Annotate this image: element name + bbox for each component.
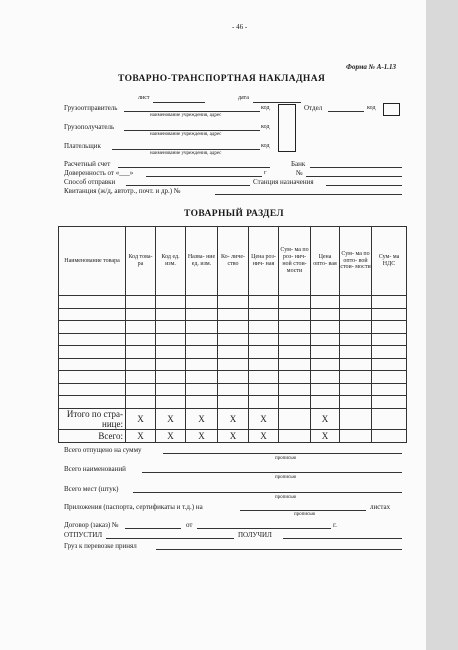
cell[interactable] xyxy=(279,296,311,309)
table-row[interactable] xyxy=(59,383,407,396)
bank-label: Банк xyxy=(291,160,306,168)
cell[interactable] xyxy=(156,358,186,371)
cell[interactable] xyxy=(279,321,311,334)
released-field[interactable] xyxy=(106,538,234,539)
cell[interactable] xyxy=(218,333,249,346)
consignee-code-label: код xyxy=(261,124,270,130)
cell[interactable] xyxy=(372,408,407,430)
cell[interactable] xyxy=(311,333,340,346)
account-label: Расчетный счет xyxy=(64,160,111,168)
x-mark: X xyxy=(218,430,249,443)
x-mark: X xyxy=(249,408,279,430)
consignee-note: наименование учреждения, адрес xyxy=(150,132,222,137)
cell[interactable] xyxy=(372,333,407,346)
col-header: Наименование товара xyxy=(59,227,126,296)
payer-note: наименование учреждения, адрес xyxy=(150,151,222,156)
cell[interactable] xyxy=(372,371,407,384)
places-total-label: Всего мест (штук) xyxy=(64,485,119,493)
cell[interactable] xyxy=(156,396,186,409)
document-title: ТОВАРНО-ТРАНСПОРТНАЯ НАКЛАДНАЯ xyxy=(118,74,326,84)
cell[interactable] xyxy=(186,396,218,409)
form-code: Форма № А-1.13 xyxy=(346,63,397,71)
cell[interactable] xyxy=(311,346,340,359)
bank-field[interactable] xyxy=(310,167,402,168)
table-row[interactable] xyxy=(59,346,407,359)
cell[interactable] xyxy=(249,296,279,309)
cell[interactable] xyxy=(126,358,156,371)
ship-method-field[interactable] xyxy=(126,185,250,186)
x-mark: X xyxy=(186,408,218,430)
cell[interactable] xyxy=(372,430,407,443)
code-box[interactable] xyxy=(278,104,296,152)
cell[interactable] xyxy=(126,321,156,334)
cell[interactable] xyxy=(372,358,407,371)
cell[interactable] xyxy=(156,346,186,359)
department-code-label: код xyxy=(367,105,376,111)
contract-year: г. xyxy=(333,521,337,529)
cell[interactable] xyxy=(156,333,186,346)
names-total-field[interactable] xyxy=(142,472,402,473)
cell[interactable] xyxy=(59,296,126,309)
table-row[interactable] xyxy=(59,308,407,321)
x-mark: X xyxy=(186,430,218,443)
received-label: ПОЛУЧИЛ xyxy=(238,531,272,539)
shipper-code-label: код xyxy=(261,105,270,111)
cell[interactable] xyxy=(249,396,279,409)
cell[interactable] xyxy=(218,396,249,409)
cell[interactable] xyxy=(372,308,407,321)
shipper-note: наименование учреждения, адрес xyxy=(150,113,222,118)
total-row xyxy=(59,430,407,443)
list-label: лист xyxy=(138,95,150,101)
places-total-field[interactable] xyxy=(133,492,402,493)
scan-edge xyxy=(426,0,458,650)
cargo-accepted-field[interactable] xyxy=(156,549,402,550)
cell[interactable] xyxy=(279,346,311,359)
cell[interactable] xyxy=(372,321,407,334)
col-header: Сум- ма по роз- нич- ной стои- мости xyxy=(279,227,311,296)
cell[interactable] xyxy=(186,358,218,371)
cell[interactable] xyxy=(218,321,249,334)
cell[interactable] xyxy=(218,371,249,384)
station-label: Станция назначения xyxy=(253,178,314,186)
cell[interactable] xyxy=(186,321,218,334)
cell[interactable] xyxy=(186,371,218,384)
cell[interactable] xyxy=(59,333,126,346)
cell[interactable] xyxy=(372,396,407,409)
cell[interactable] xyxy=(59,383,126,396)
subtotal-row xyxy=(59,408,407,430)
cell[interactable] xyxy=(59,346,126,359)
x-mark: X xyxy=(156,430,186,443)
cell[interactable] xyxy=(279,408,311,430)
cell[interactable] xyxy=(59,371,126,384)
released-sum-field[interactable] xyxy=(163,453,402,454)
x-mark: X xyxy=(311,408,340,430)
cell[interactable] xyxy=(59,358,126,371)
cell[interactable] xyxy=(279,308,311,321)
payer-field[interactable] xyxy=(112,149,260,150)
in-words-note: прописью xyxy=(294,512,316,517)
col-header: Код това- ра xyxy=(126,227,156,296)
in-words-note: прописью xyxy=(275,495,297,500)
cell[interactable] xyxy=(126,383,156,396)
poa-date-field[interactable] xyxy=(146,176,262,177)
goods-table xyxy=(58,226,407,443)
cell[interactable] xyxy=(186,383,218,396)
col-header: Ко- личе- ство xyxy=(218,227,249,296)
cell[interactable] xyxy=(126,346,156,359)
released-label: ОТПУСТИЛ xyxy=(64,531,103,539)
cell[interactable] xyxy=(311,321,340,334)
cell[interactable] xyxy=(279,371,311,384)
cell[interactable] xyxy=(372,346,407,359)
poa-label: Доверенность от «___» xyxy=(64,169,134,177)
col-header: Назва- ние ед. изм. xyxy=(186,227,218,296)
cell[interactable] xyxy=(340,358,372,371)
cell[interactable] xyxy=(340,408,372,430)
cell[interactable] xyxy=(186,346,218,359)
cell[interactable] xyxy=(156,383,186,396)
cell[interactable] xyxy=(340,321,372,334)
cargo-accepted-label: Груз к перевозке принял xyxy=(64,542,137,550)
cell[interactable] xyxy=(218,346,249,359)
cell[interactable] xyxy=(156,308,186,321)
total-label: Всего: xyxy=(59,430,126,443)
department-code-box[interactable] xyxy=(383,103,400,116)
cell[interactable] xyxy=(156,321,186,334)
table-row[interactable] xyxy=(59,296,407,309)
cell[interactable] xyxy=(126,396,156,409)
released-sum-label: Всего отпущено на сумму xyxy=(64,446,142,454)
poa-number-label: № xyxy=(296,169,303,177)
consignee-field[interactable] xyxy=(124,130,260,131)
cell[interactable] xyxy=(249,308,279,321)
cell[interactable] xyxy=(340,346,372,359)
cell[interactable] xyxy=(340,333,372,346)
account-field[interactable] xyxy=(118,167,270,168)
table-row[interactable] xyxy=(59,396,407,409)
table-row[interactable] xyxy=(59,321,407,334)
attachments-label: Приложения (паспорта, сертификаты и т.д.) на xyxy=(64,503,203,511)
attachments-field[interactable] xyxy=(240,510,366,511)
receipt-label: Квитанция (ж/д, автотр., почт. и др.) № xyxy=(64,187,181,195)
station-field[interactable] xyxy=(326,185,402,186)
x-mark: X xyxy=(218,408,249,430)
col-header: Цена опто- вая xyxy=(311,227,340,296)
cell[interactable] xyxy=(186,333,218,346)
in-words-note: прописью xyxy=(275,475,297,480)
received-field[interactable] xyxy=(283,538,402,539)
cell[interactable] xyxy=(340,396,372,409)
department-label: Отдел xyxy=(304,104,323,112)
cell[interactable] xyxy=(340,308,372,321)
cell[interactable] xyxy=(249,383,279,396)
ship-method-label: Способ отправки xyxy=(64,178,116,186)
payer-code-label: код xyxy=(261,143,270,149)
cell[interactable] xyxy=(249,371,279,384)
cell[interactable] xyxy=(372,296,407,309)
poa-year: г xyxy=(264,170,267,176)
cell[interactable] xyxy=(311,296,340,309)
goods-section-title: ТОВАРНЫЙ РАЗДЕЛ xyxy=(184,209,284,219)
cell[interactable] xyxy=(311,383,340,396)
poa-number-field[interactable] xyxy=(306,176,402,177)
col-header: Сум- ма НДС xyxy=(372,227,407,296)
x-mark: X xyxy=(311,430,340,443)
sheets-label: листах xyxy=(370,503,391,511)
cell[interactable] xyxy=(279,430,311,443)
cell[interactable] xyxy=(218,358,249,371)
cell[interactable] xyxy=(279,383,311,396)
cell[interactable] xyxy=(59,396,126,409)
shipper-label: Грузоотправитель xyxy=(64,104,118,112)
cell[interactable] xyxy=(340,383,372,396)
cell[interactable] xyxy=(186,296,218,309)
cell[interactable] xyxy=(311,371,340,384)
cell[interactable] xyxy=(59,308,126,321)
cell[interactable] xyxy=(279,358,311,371)
goods-header-row xyxy=(59,227,407,296)
x-mark: X xyxy=(249,430,279,443)
cell[interactable] xyxy=(249,346,279,359)
cell[interactable] xyxy=(218,308,249,321)
receipt-field[interactable] xyxy=(215,194,402,195)
shipper-field[interactable] xyxy=(124,111,260,112)
cell[interactable] xyxy=(279,333,311,346)
table-row[interactable] xyxy=(59,371,407,384)
cell[interactable] xyxy=(126,333,156,346)
cell[interactable] xyxy=(218,296,249,309)
contract-number-field[interactable] xyxy=(125,528,181,529)
col-header: Цена роз- нич- ная xyxy=(249,227,279,296)
in-words-note: прописью xyxy=(275,456,297,461)
names-total-label: Всего наименований xyxy=(64,465,126,473)
col-header: Сум- ма по опто- вой стои- мости xyxy=(340,227,372,296)
cell[interactable] xyxy=(126,308,156,321)
cell[interactable] xyxy=(340,430,372,443)
cell[interactable] xyxy=(186,308,218,321)
consignee-label: Грузополучатель xyxy=(64,123,115,131)
contract-label: Договор (заказ) № xyxy=(64,521,119,529)
date-label: дата xyxy=(238,95,249,101)
cell[interactable] xyxy=(59,321,126,334)
cell[interactable] xyxy=(311,396,340,409)
list-field[interactable] xyxy=(153,102,205,103)
page-number: - 46 - xyxy=(232,23,248,31)
contract-date-field[interactable] xyxy=(197,528,331,529)
x-mark: X xyxy=(126,408,156,430)
col-header: Код ед. изм. xyxy=(156,227,186,296)
cell[interactable] xyxy=(340,296,372,309)
cell[interactable] xyxy=(156,371,186,384)
cell[interactable] xyxy=(249,321,279,334)
x-mark: X xyxy=(126,430,156,443)
cell[interactable] xyxy=(340,371,372,384)
department-field[interactable] xyxy=(328,111,364,112)
cell[interactable] xyxy=(126,296,156,309)
subtotal-label: Итого по стра- нице: xyxy=(59,408,126,430)
cell[interactable] xyxy=(126,371,156,384)
contract-from-label: от xyxy=(186,521,193,529)
cell[interactable] xyxy=(372,383,407,396)
cell[interactable] xyxy=(279,396,311,409)
cell[interactable] xyxy=(311,358,340,371)
table-row[interactable] xyxy=(59,333,407,346)
table-row[interactable] xyxy=(59,358,407,371)
payer-label: Плательщик xyxy=(64,142,101,150)
cell[interactable] xyxy=(218,383,249,396)
cell[interactable] xyxy=(311,308,340,321)
x-mark: X xyxy=(156,408,186,430)
cell[interactable] xyxy=(249,358,279,371)
date-field[interactable] xyxy=(253,102,301,103)
cell[interactable] xyxy=(156,296,186,309)
cell[interactable] xyxy=(249,333,279,346)
